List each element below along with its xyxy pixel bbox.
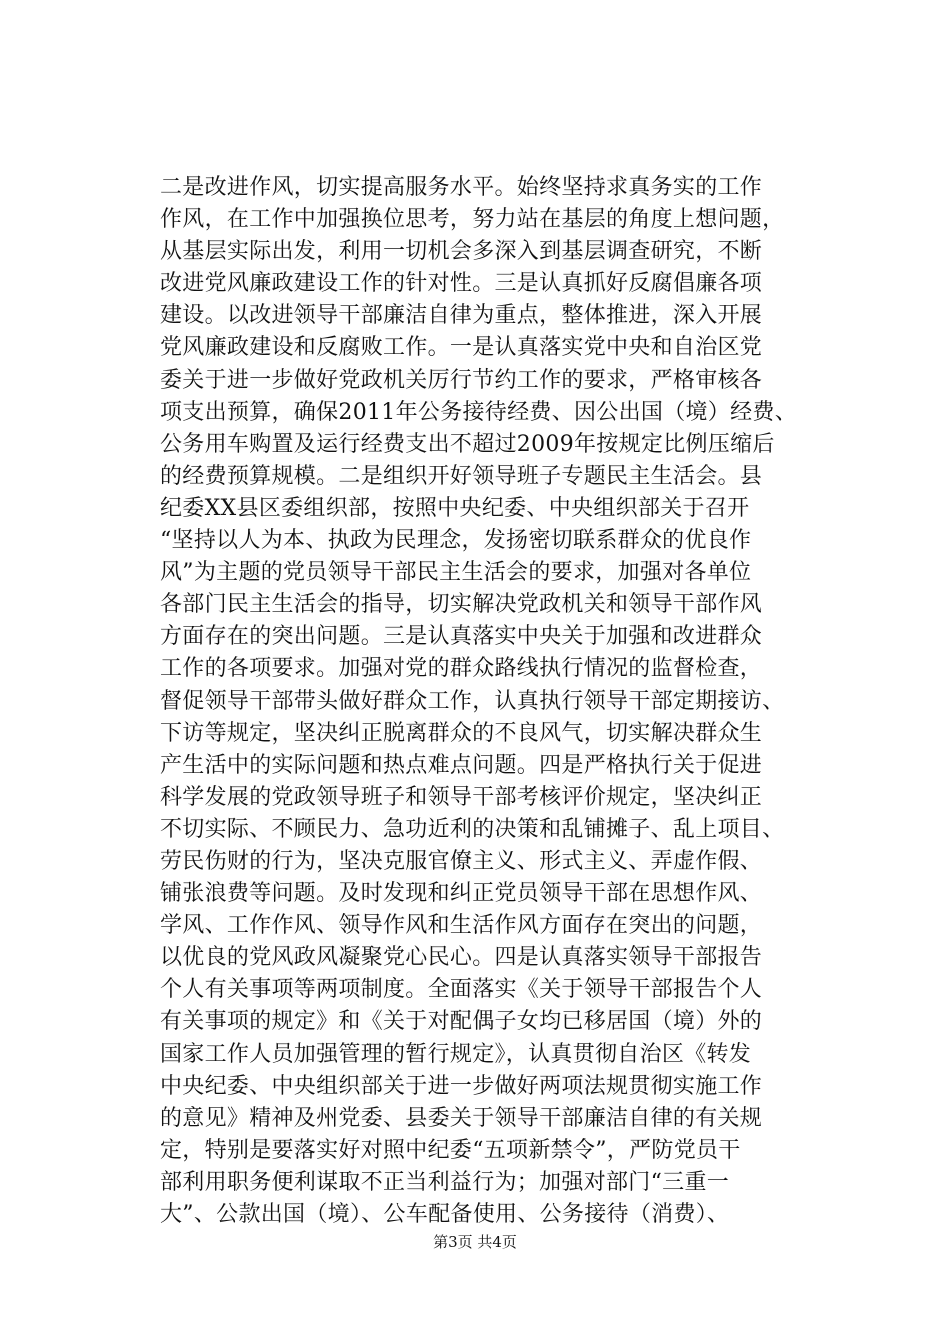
text-line: 的经费预算规模。二是组织开好领导班子专题民主生活会。县 [160, 463, 763, 489]
text-line: 劳民伤财的行为，坚决克服官僚主义、形式主义、弄虚作假、 [160, 848, 763, 874]
text-line: 大”、公款出国（境）、公车配备使用、公务接待（消费）、 [160, 1202, 730, 1227]
text-line: 从基层实际出发，利用一切机会多深入到基层调查研究，不断 [160, 239, 763, 265]
text-line: 学风、工作作风、领导作风和生活作风方面存在突出的问题， [160, 913, 763, 939]
text-line: 建设。以改进领导干部廉洁自律为重点，整体推进，深入开展 [160, 303, 763, 329]
text-line: 科学发展的党政领导班子和领导干部考核评价规定，坚决纠正 [160, 784, 763, 810]
text-line: 督促领导干部带头做好群众工作，认真执行领导干部定期接访、 [160, 688, 785, 714]
text-line: 部利用职务便利谋取不正当利益行为；加强对部门“三重一 [160, 1169, 730, 1195]
text-line: 纪委XX县区委组织部，按照中央纪委、中央组织部关于召开 [160, 495, 750, 521]
body-paragraph [160, 172, 860, 1231]
text-line: 工作的各项要求。加强对党的群众路线执行情况的监督检查， [160, 656, 763, 682]
text-line: 党风廉政建设和反腐败工作。一是认真落实党中央和自治区党 [160, 335, 763, 361]
text-line: 二是改进作风，切实提高服务水平。始终坚持求真务实的工作 [160, 175, 763, 200]
text-line: 铺张浪费等问题。及时发现和纠正党员领导干部在思想作风、 [160, 881, 763, 907]
text-line: 不切实际、不顾民力、急功近利的决策和乱铺摊子、乱上项目、 [160, 816, 785, 842]
text-line: 以优良的党风政风凝聚党心民心。四是认真落实领导干部报告 [160, 945, 763, 971]
text-line: 方面存在的突出问题。三是认真落实中央关于加强和改进群众 [160, 624, 763, 650]
text-line: 下访等规定，坚决纠正脱离群众的不良风气，切实解决群众生 [160, 720, 763, 746]
page-footer: 第3页 共4页 [433, 1233, 517, 1251]
text-line: 风”为主题的党员领导干部民主生活会的要求，加强对各单位 [160, 560, 752, 586]
text-line: 项支出预算，确保2011年公务接待经费、因公出国（境）经费、 [160, 399, 797, 425]
text-line: 委关于进一步做好党政机关厉行节约工作的要求，严格审核各 [160, 367, 763, 393]
text-line: 产生活中的实际问题和热点难点问题。四是严格执行关于促进 [160, 752, 763, 778]
text-line: “坚持以人为本、执政为民理念，发扬密切联系群众的优良作 [160, 528, 752, 554]
text-line: 各部门民主生活会的指导，切实解决党政机关和领导干部作风 [160, 592, 763, 618]
text-line: 作风，在工作中加强换位思考，努力站在基层的角度上想问题， [160, 207, 785, 233]
text-line: 的意见》精神及州党委、县委关于领导干部廉洁自律的有关规 [160, 1105, 763, 1131]
text-line: 公务用车购置及运行经费支出不超过2009年按规定比例压缩后 [160, 431, 775, 457]
text-line: 中央纪委、中央组织部关于进一步做好两项法规贯彻实施工作 [160, 1073, 763, 1099]
text-line: 有关事项的规定》和《关于对配偶子女均已移居国（境）外的 [160, 1009, 763, 1035]
text-line: 定，特别是要落实好对照中纪委“五项新禁令”，严防党员干 [160, 1137, 741, 1163]
text-line: 改进党风廉政建设工作的针对性。三是认真抓好反腐倡廉各项 [160, 271, 763, 297]
text-line: 个人有关事项等两项制度。全面落实《关于领导干部报告个人 [160, 977, 763, 1003]
text-line: 国家工作人员加强管理的暂行规定》，认真贯彻自治区《转发 [160, 1041, 752, 1067]
